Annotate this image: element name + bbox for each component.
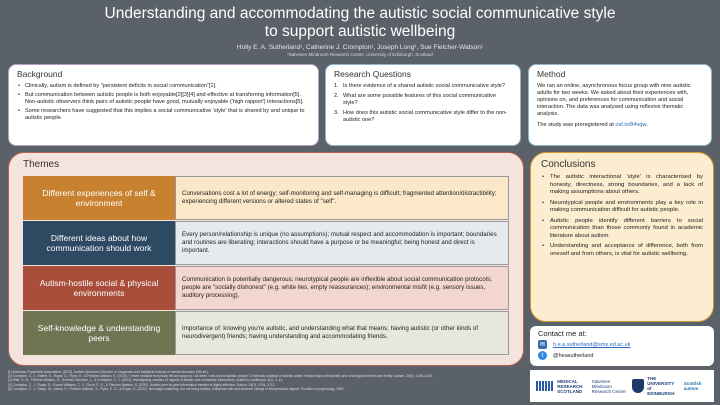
- question-number: 3.: [334, 110, 339, 116]
- preregistration-text: [537, 122, 703, 129]
- theme-label: Autism-hostile social & physical environments: [23, 266, 175, 310]
- author-list: Holly E. A. Sutherland¹, Catherine J. Crompton¹, Joseph Long¹, Sue Fletcher-Watson¹: [236, 44, 484, 51]
- theme-row: [23, 221, 509, 265]
- background-heading: Background: [17, 69, 63, 79]
- references: [8, 370, 528, 391]
- list-item: [334, 83, 512, 90]
- conclusions-list: [541, 174, 703, 258]
- reference-item: [5] Crompton, C. J., Sharp, M., Axbey, H., Fletcher-Watson, S., Flynn, E. G., & Ropar, D. (2020). Neurotype-matching, but not being autistic, influences self and observer ratings of interpersonal rapport. Frontiers in psychology, 2961.: [8, 386, 345, 391]
- theme-description: Importance of: knowing you're autistic, and understanding what that means; having autistic (or other kinds of neurodivergent) friends; having understanding and accommodating friends.: [175, 311, 509, 355]
- research-questions-panel: [325, 64, 521, 146]
- affiliation: ¹Salvesen Mindroom Research Centre, University of Edinburgh, Scotland: [287, 52, 433, 57]
- theme-description: Conversations cost a lot of energy; self-monitoring and self-managing is difficult; fragmented attention/distractibility; experiencing different versions or altered states of "self".: [175, 176, 509, 220]
- background-list: [17, 83, 310, 122]
- crest-icon: [632, 379, 644, 393]
- themes-panel: [8, 152, 524, 366]
- uoe-logo: [632, 376, 679, 396]
- reference-item: [2] Crompton, C. J., Hallett, S., Ropar, D., Flynn, E., & Fletcher-Watson, S. (2020). 'I never realised everybody felt as happy as I do when I am around autistic people': A thematic analysis of autistic adults' relationships with autistic and neurotypical friends and family. Autism, 24(6), 1438–1448.: [8, 374, 433, 379]
- background-panel: [8, 64, 319, 146]
- theme-label: Self-knowledge & understanding peers: [23, 311, 175, 355]
- question-number: 2.: [334, 93, 339, 99]
- logo-strip: [530, 370, 714, 402]
- contact-panel: [530, 326, 714, 366]
- list-item: • Clinically, autism is defined by "persistent deficits in social communication"[1].: [17, 83, 310, 90]
- reference-item: [1] American Psychiatric Association. (2013). Autistic Spectrum Disorder. In Diagnostic and statistical manual of mental disorders (5th ed.).: [8, 370, 210, 374]
- osf-link[interactable]: osf.io/84vqw: [615, 122, 647, 128]
- poster-subtitle: to support autistic wellbeing: [264, 23, 456, 40]
- reference-item: [4] Crompton, C. J., Ropar, D., Evans-Williams, C. V., Flynn, E. G., & Fletcher-Watson, S. (2020). Autistic peer-to-peer information transfer is highly effective. Autism, 24(7), 1704–1712.: [8, 382, 276, 387]
- theme-label: Different experiences of self & environment: [23, 176, 175, 220]
- email-row: [538, 340, 706, 349]
- theme-description: Every person/relationship is unique (no assumptions); mutual respect and accommodation is important; boundaries and routines are liberating; interactions should have a purpose or be meaningful; being honest and direct is important.: [175, 221, 509, 265]
- twitter-handle[interactable]: @heasutherland: [553, 352, 594, 359]
- mrc-logo: [536, 379, 587, 394]
- theme-row: [23, 311, 509, 355]
- method-panel: [528, 64, 712, 146]
- email-icon: ✉: [539, 342, 546, 348]
- list-item: • Some researchers have suggested that this implies a social communicative 'style' that is shared by and unique to autistic people.: [17, 108, 310, 122]
- uoe-logo-text: THE UNIVERSITY of EDINBURGH: [647, 376, 675, 396]
- conclusions-panel: [530, 152, 714, 322]
- contact-label: Contact me at:: [538, 329, 587, 338]
- reference-item: [3] Rifai, O. M., Fletcher-Watson, S., Jiménez-Sánchez, L., & Crompton, C. J. (2022). Investigating markers of rapport in autistic and nonautistic interactions. Autism in Adulthood, 4(1), 3–11.: [8, 378, 284, 383]
- list-item: [334, 93, 512, 107]
- theme-label: Different ideas about how communication should work: [23, 221, 175, 265]
- theme-description: Communication is potentially dangerous; neurotypical people are inflexible about social communication protocols; people are "socially dishonest" (e.g. white lies, empty reassurances); environmental misfit (e.g. sensory issues, auditory processing).: [175, 266, 509, 310]
- mrc-logo-text: MEDICAL RESEARCH SCOTLAND: [557, 378, 583, 394]
- prereg-label: The study was preregistered at: [537, 122, 616, 128]
- method-heading: Method: [537, 69, 566, 79]
- prereg-end: .: [646, 122, 648, 128]
- research-questions-heading: Research Questions: [334, 69, 412, 79]
- list-item: • Understanding and acceptance of difference, both from oneself and from others, is vital for autistic wellbeing.: [541, 243, 703, 258]
- question-number: 1.: [334, 83, 339, 89]
- question-text: How does this autistic social communicative style differ to the non-autistic one?: [343, 110, 508, 123]
- conclusions-heading: Conclusions: [541, 159, 596, 170]
- list-item: • Autistic people identify different barriers to social communication than those commonly found in academic literature about autism.: [541, 218, 703, 241]
- themes-heading: Themes: [23, 159, 60, 170]
- scottish-autism-logo: Scottish autism: [683, 381, 702, 391]
- salvesen-logo: Salvesen Mindroom Research Centre: [591, 378, 626, 394]
- poster-header: [0, 0, 720, 62]
- question-text: Is there evidence of a shared autistic social communicative style?: [343, 83, 505, 89]
- list-item: • But communication between autistic people is both enjoyable[2][3][4] and effective at transferring information[5]. Non-autistic observers think pairs of autistic people have good, mutually enjoyable ('high rapport') interactions[5].: [17, 92, 310, 106]
- mrc-logo-mark: [536, 381, 554, 391]
- poster-title: Understanding and accommodating the autistic social communicative style: [104, 5, 616, 22]
- email-link[interactable]: h.e.a.sutherland@sms.ed.ac.uk: [553, 341, 631, 348]
- list-item: • Neurotypical people and environments play a key role in making communication difficult for autistic people.: [541, 200, 703, 215]
- research-questions-list: [334, 83, 512, 124]
- theme-row: [23, 176, 509, 220]
- theme-row: [23, 266, 509, 310]
- question-text: What are some possible features of this social communicative style?: [343, 93, 496, 106]
- method-text: We ran an online, asynchronous focus group with nine autistic adults for two weeks. We asked about their experiences with, opinions on, and preferences for communication and social interaction. The data was analysed using reflexive thematic analysis.: [537, 83, 691, 117]
- twitter-icon: t: [538, 351, 547, 360]
- twitter-row: [538, 351, 706, 360]
- list-item: [334, 110, 512, 124]
- list-item: • The autistic interactional 'style' is characterised by honesty, directness, strong boundaries, and a lack of making assumptions about others.: [541, 174, 703, 197]
